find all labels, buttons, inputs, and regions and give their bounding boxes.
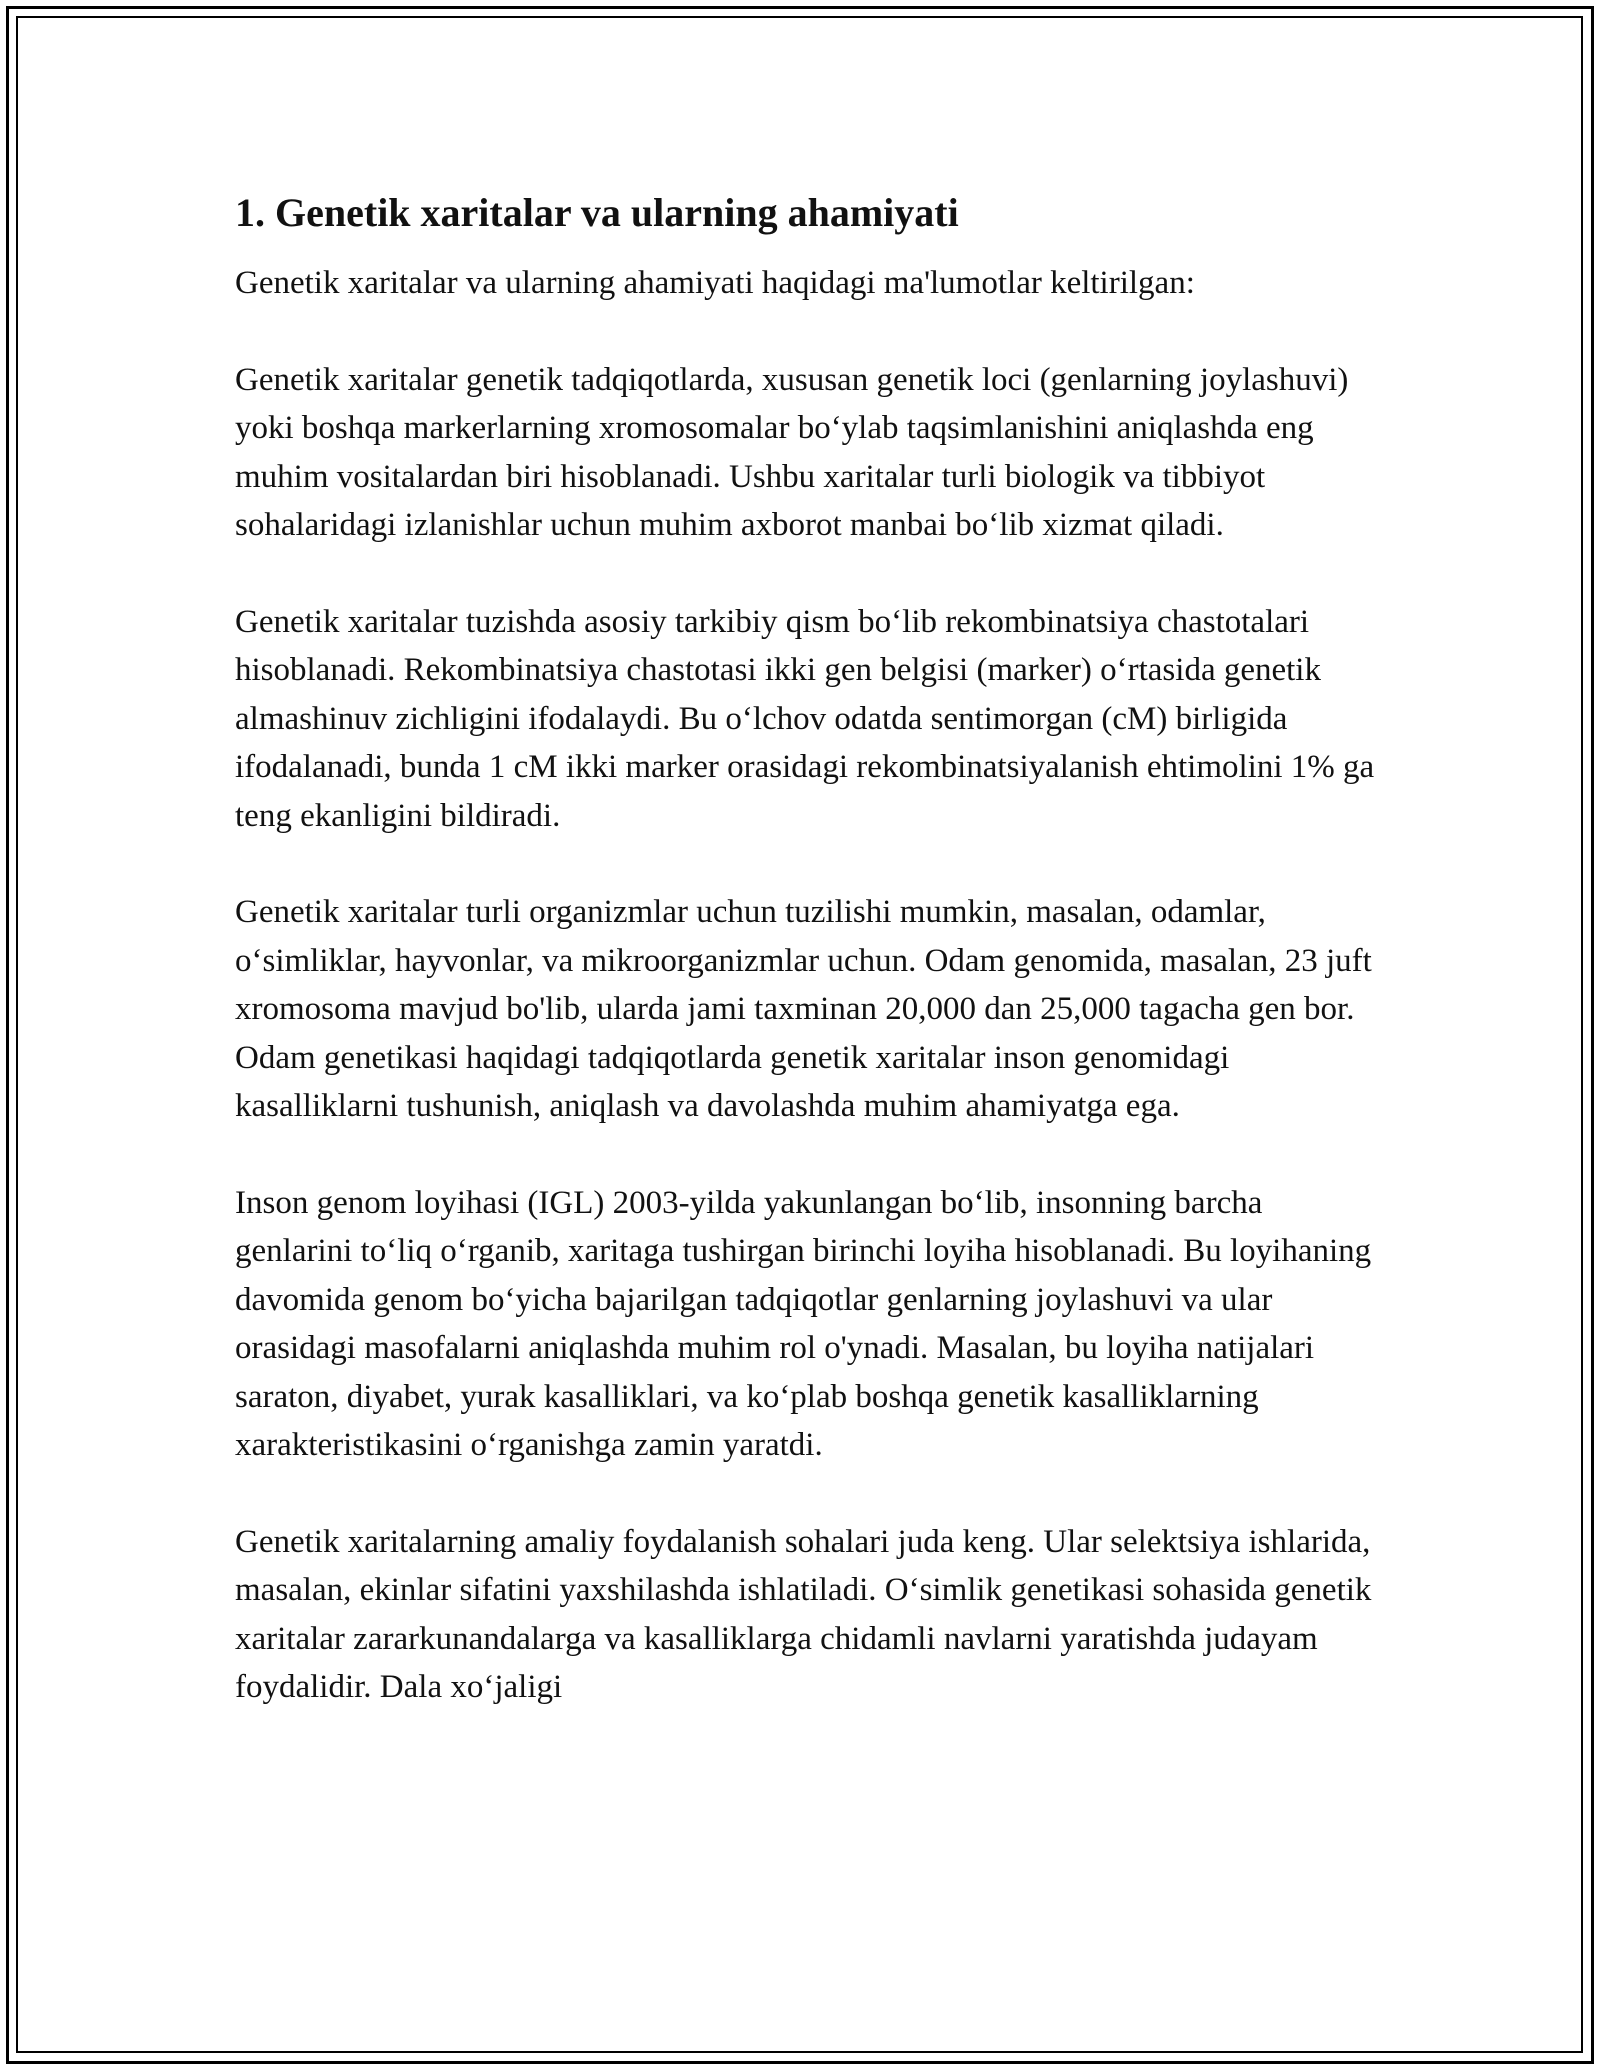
paragraph-human-genome-project: Inson genom loyihasi (IGL) 2003-yilda yakunlangan bo‘lib, insonning barcha genlarini to‘liq o‘rganib, xaritaga tushirgan birinchi loyiha hisoblanadi. Bu loyihaning davomida genom bo‘yicha bajarilgan tadqiqotlar genlarning joylashuvi va ular orasidagi masofalarni aniqlashda muhim rol o'ynadi. Masalan, bu loyiha natijalari saraton, diyabet, yurak kasalliklari, va ko‘plab boshqa genetik kasalliklarning xarakteristikasini o‘rganishga zamin yaratdi. [235,1184,1372,1463]
paragraph-intro: Genetik xaritalar va ularning ahamiyati haqidagi ma'lumotlar keltirilgan: [235,265,1195,301]
paragraph-organisms: Genetik xaritalar turli organizmlar uchun tuzilishi mumkin, masalan, odamlar, o‘simliklar, hayvonlar, va mikroorganizmlar uchun. Odam genomida, masalan, 23 juft xromosoma mavjud bo'lib, ularda jami taxminan 20,000 dan 25,000 tagacha gen bor. Odam genetikasi haqidagi tadqiqotlarda genetik xaritalar inson genomidagi kasalliklarni tushunish, aniqlash va davolashda muhim ahamiyatga ega. [235,894,1372,1124]
paragraph-recombination: Genetik xaritalar tuzishda asosiy tarkibiy qism bo‘lib rekombinatsiya chastotalari hisoblanadi. Rekombinatsiya chastotasi ikki gen belgisi (marker) o‘rtasida genetik almashinuv zichligini ifodalaydi. Bu o‘lchov odatda sentimorgan (cM) birligida ifodalanadi, bunda 1 cM ikki marker orasidagi rekombinatsiyalanish ehtimolini 1% ga teng ekanligini bildiradi. [235,603,1375,834]
document-title: 1. Genetik xaritalar va ularning ahamiyati [235,190,959,235]
document-body [235,185,1375,1712]
paragraph-definition: Genetik xaritalar genetik tadqiqotlarda, xususan genetik loci (genlarning joylashuvi) yoki boshqa markerlarning xromosomalar bo‘ylab taqsimlanishini aniqlashda eng muhim vositalardan biri hisoblanadi. Ushbu xaritalar turli biologik va tibbiyot sohalaridagi izlanishlar uchun muhim axborot manbai bo‘lib xizmat qiladi. [235,361,1349,543]
paragraph-applications: Genetik xaritalarning amaliy foydalanish sohalari juda keng. Ular selektsiya ishlarida, masalan, ekinlar sifatini yaxshilashda ishlatiladi. O‘simlik genetikasi sohasida genetik xaritalar zararkunandalarga va kasalliklarga chidamli navlarni yaratishda judayam foydalidir. Dala xo‘jaligi [235,1523,1372,1705]
